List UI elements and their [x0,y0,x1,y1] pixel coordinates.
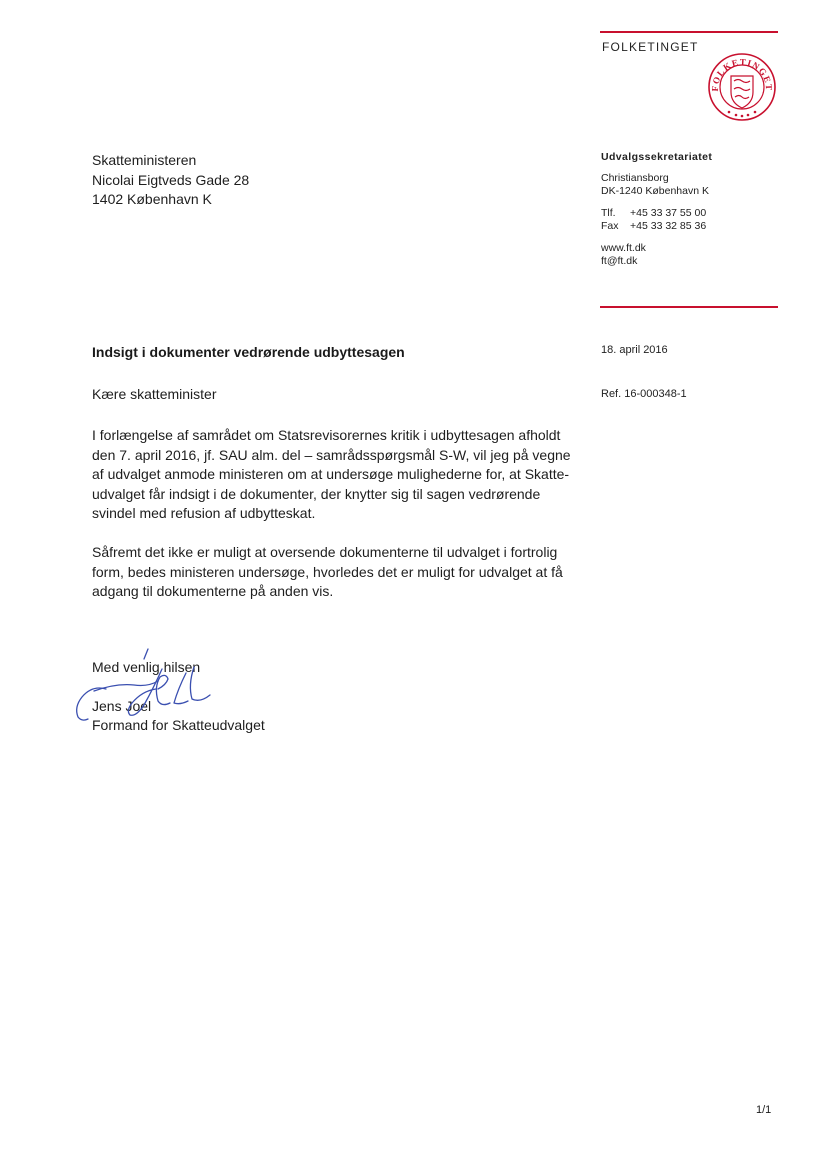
salutation: Kære skatteminister [92,386,217,402]
recipient-address [92,151,249,210]
paragraph-line: adgang til dokumenterne på anden vis. [92,583,334,599]
phone-label: Tlf. [601,207,616,219]
body-paragraph-1 [92,426,592,524]
recipient-city: 1402 København K [92,191,212,207]
reference-number: Ref. 16-000348-1 [601,388,687,400]
paragraph-line: Såfremt det ikke er muligt at oversende dokumenterne til udvalget i fortrolig [92,544,558,560]
header-rule-bottom [600,306,778,308]
paragraph-line: den 7. april 2016, jf. SAU alm. del – samrådsspørgsmål S-W, vil jeg på vegne [92,446,571,463]
letter-date: 18. april 2016 [601,344,668,356]
closing: Med venlig hilsen [92,659,201,675]
paragraph-line: form, bedes ministeren undersøge, hvorledes det er muligt for udvalget at få [92,563,563,580]
recipient-name: Skatteministeren [92,152,197,168]
signer-title: Formand for Skatteudvalget [92,717,265,733]
paragraph-line: af udvalget anmode ministeren om at undersøge mulighederne for, at Skatte- [92,466,570,482]
letter-subject: Indsigt i dokumenter vedrørende udbyttesagen [92,344,405,360]
secretariat-name: Udvalgssekretariatet [601,151,713,163]
phone-number: +45 33 37 55 00 [630,207,707,219]
header-rule-top [600,31,778,33]
fax-number: +45 33 32 85 36 [630,220,707,232]
recipient-street: Nicolai Eigtveds Gade 28 [92,171,250,188]
signer-name: Jens Joel [92,698,152,714]
sender-address-line1: Christiansborg [601,172,669,184]
page-number: 1/1 [756,1104,772,1116]
seal-text: FOLKETINGET [709,56,775,92]
paragraph-line: I forlængelse af samrådet om Statsrevisorernes kritik i udbyttesagen afholdt [92,427,561,443]
handwritten-signature [70,645,220,740]
fax-row [601,220,706,233]
fax-label: Fax [601,220,619,232]
body-paragraph-2 [92,543,592,602]
email-link[interactable]: ft@ft.dk [601,255,638,267]
website-link[interactable]: www.ft.dk [601,242,646,254]
brand-name: FOLKETINGET [602,40,699,54]
folketinget-seal-icon [707,52,777,122]
phone-row [601,207,706,220]
paragraph-line: udvalget får indsigt i de dokumenter, der knytter sig til sagen vedrørende [92,485,541,502]
paragraph-line: svindel med refusion af udbytteskat. [92,505,316,521]
sender-address-line2: DK-1240 København K [601,185,709,197]
